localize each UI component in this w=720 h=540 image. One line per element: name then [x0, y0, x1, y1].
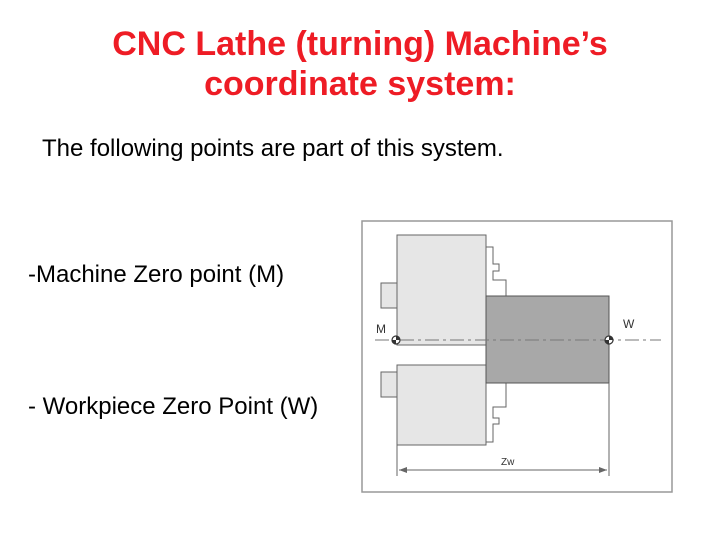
- slide-title: [0, 24, 720, 104]
- title-line-1: CNC Lathe (turning) Machine’s: [112, 25, 608, 63]
- lower-chuck-tab: [381, 372, 397, 397]
- lathe-diagram-svg: [361, 220, 673, 493]
- lathe-coordinate-diagram: [361, 220, 673, 493]
- machine-zero-point-text: -Machine Zero point (M): [28, 261, 285, 288]
- upper-chuck-tab: [381, 283, 397, 308]
- intro-text: The following points are part of this system.: [42, 135, 504, 162]
- label-m: M: [376, 322, 386, 336]
- workpiece-zero-point-text: - Workpiece Zero Point (W): [28, 393, 319, 420]
- lower-chuck-jaw: [397, 365, 486, 445]
- label-w: W: [623, 317, 635, 331]
- upper-chuck-jaw: [397, 235, 486, 345]
- label-zw: Zw: [501, 457, 515, 468]
- title-line-2: coordinate system:: [204, 65, 516, 103]
